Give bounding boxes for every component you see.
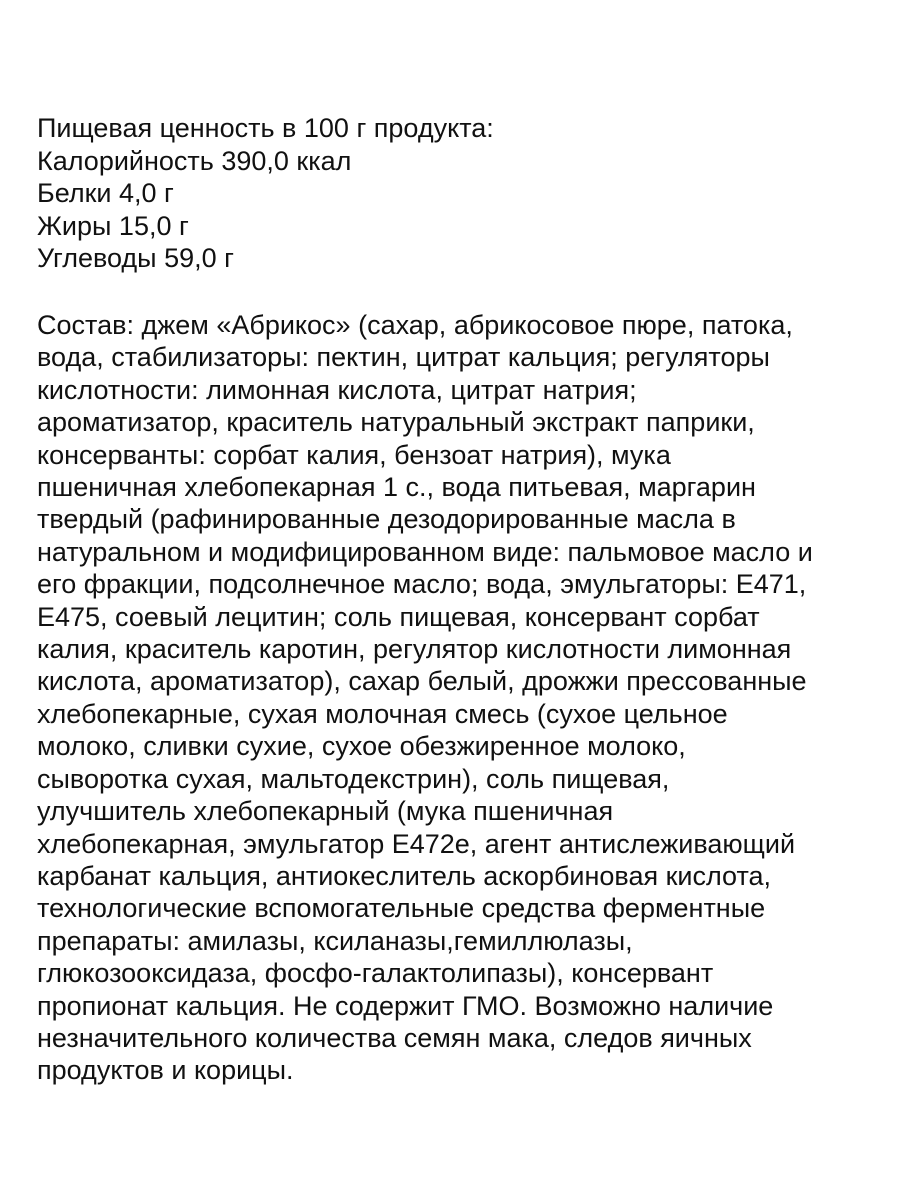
composition-line: препараты: амилазы, ксиланазы,гемиллюлазы,: [37, 925, 633, 956]
composition-line: консерванты: сорбат калия, бензоат натрия), мука: [37, 439, 671, 470]
composition-line: карбанат кальция, антиокеслитель аскорбиновая кислота,: [37, 860, 772, 891]
composition-line: его фракции, подсолнечное масло; вода, эмульгаторы: Е471,: [37, 569, 807, 600]
composition-line: пшеничная хлебопекарная 1 с., вода питьевая, маргарин: [37, 472, 756, 503]
composition-line: ароматизатор, краситель натуральный экстракт паприки,: [37, 407, 755, 438]
composition-line: кислота, ароматизатор), сахар белый, дрожжи прессованные: [37, 666, 807, 697]
composition-line: улучшитель хлебопекарный (мука пшеничная: [37, 796, 614, 827]
composition-line: незначительного количества семян мака, следов яичных: [37, 1022, 752, 1053]
nutrition-heading: Пищевая ценность в 100 г продукта:: [37, 113, 494, 143]
composition-line: технологические вспомогательные средства ферментные: [37, 893, 766, 924]
composition-line: сыворотка сухая, мальтодекстрин), соль пищевая,: [37, 763, 670, 794]
composition-line: молоко, сливки сухие, сухое обезжиренное молоко,: [37, 731, 686, 762]
carbohydrates-line: Углеводы 59,0 г: [37, 243, 234, 274]
composition-block: [37, 309, 887, 1087]
calories-line: Калорийность 390,0 ккал: [37, 145, 352, 176]
composition-line: хлебопекарная, эмульгатор Е472е, агент антислеживающий: [37, 828, 796, 859]
composition-line: Е475, соевый лецитин; соль пищевая, консервант сорбат: [37, 601, 760, 632]
composition-line: кислотности: лимонная кислота, цитрат натрия;: [37, 374, 637, 405]
composition-line: калия, краситель каротин, регулятор кислотности лимонная: [37, 634, 792, 665]
composition-line: натуральном и модифицированном виде: пальмовое масло и: [37, 536, 813, 567]
composition-line: глюкозооксидаза, фосфо-галактолипазы), консервант: [37, 958, 714, 989]
composition-line: твердый (рафинированные дезодорированные масла в: [37, 504, 736, 535]
composition-line: хлебопекарные, сухая молочная смесь (сухое цельное: [37, 698, 728, 729]
composition-line: Состав: джем «Абрикос» (сахар, абрикосовое пюре, патока,: [37, 310, 793, 340]
protein-line: Белки 4,0 г: [37, 178, 174, 209]
composition-line: пропионат кальция. Не содержит ГМО. Возможно наличие: [37, 990, 774, 1021]
composition-line: продуктов и корицы.: [37, 1055, 294, 1086]
nutrition-facts-block: [37, 112, 887, 275]
fat-line: Жиры 15,0 г: [37, 210, 189, 241]
composition-line: вода, стабилизаторы: пектин, цитрат кальция; регуляторы: [37, 342, 770, 373]
